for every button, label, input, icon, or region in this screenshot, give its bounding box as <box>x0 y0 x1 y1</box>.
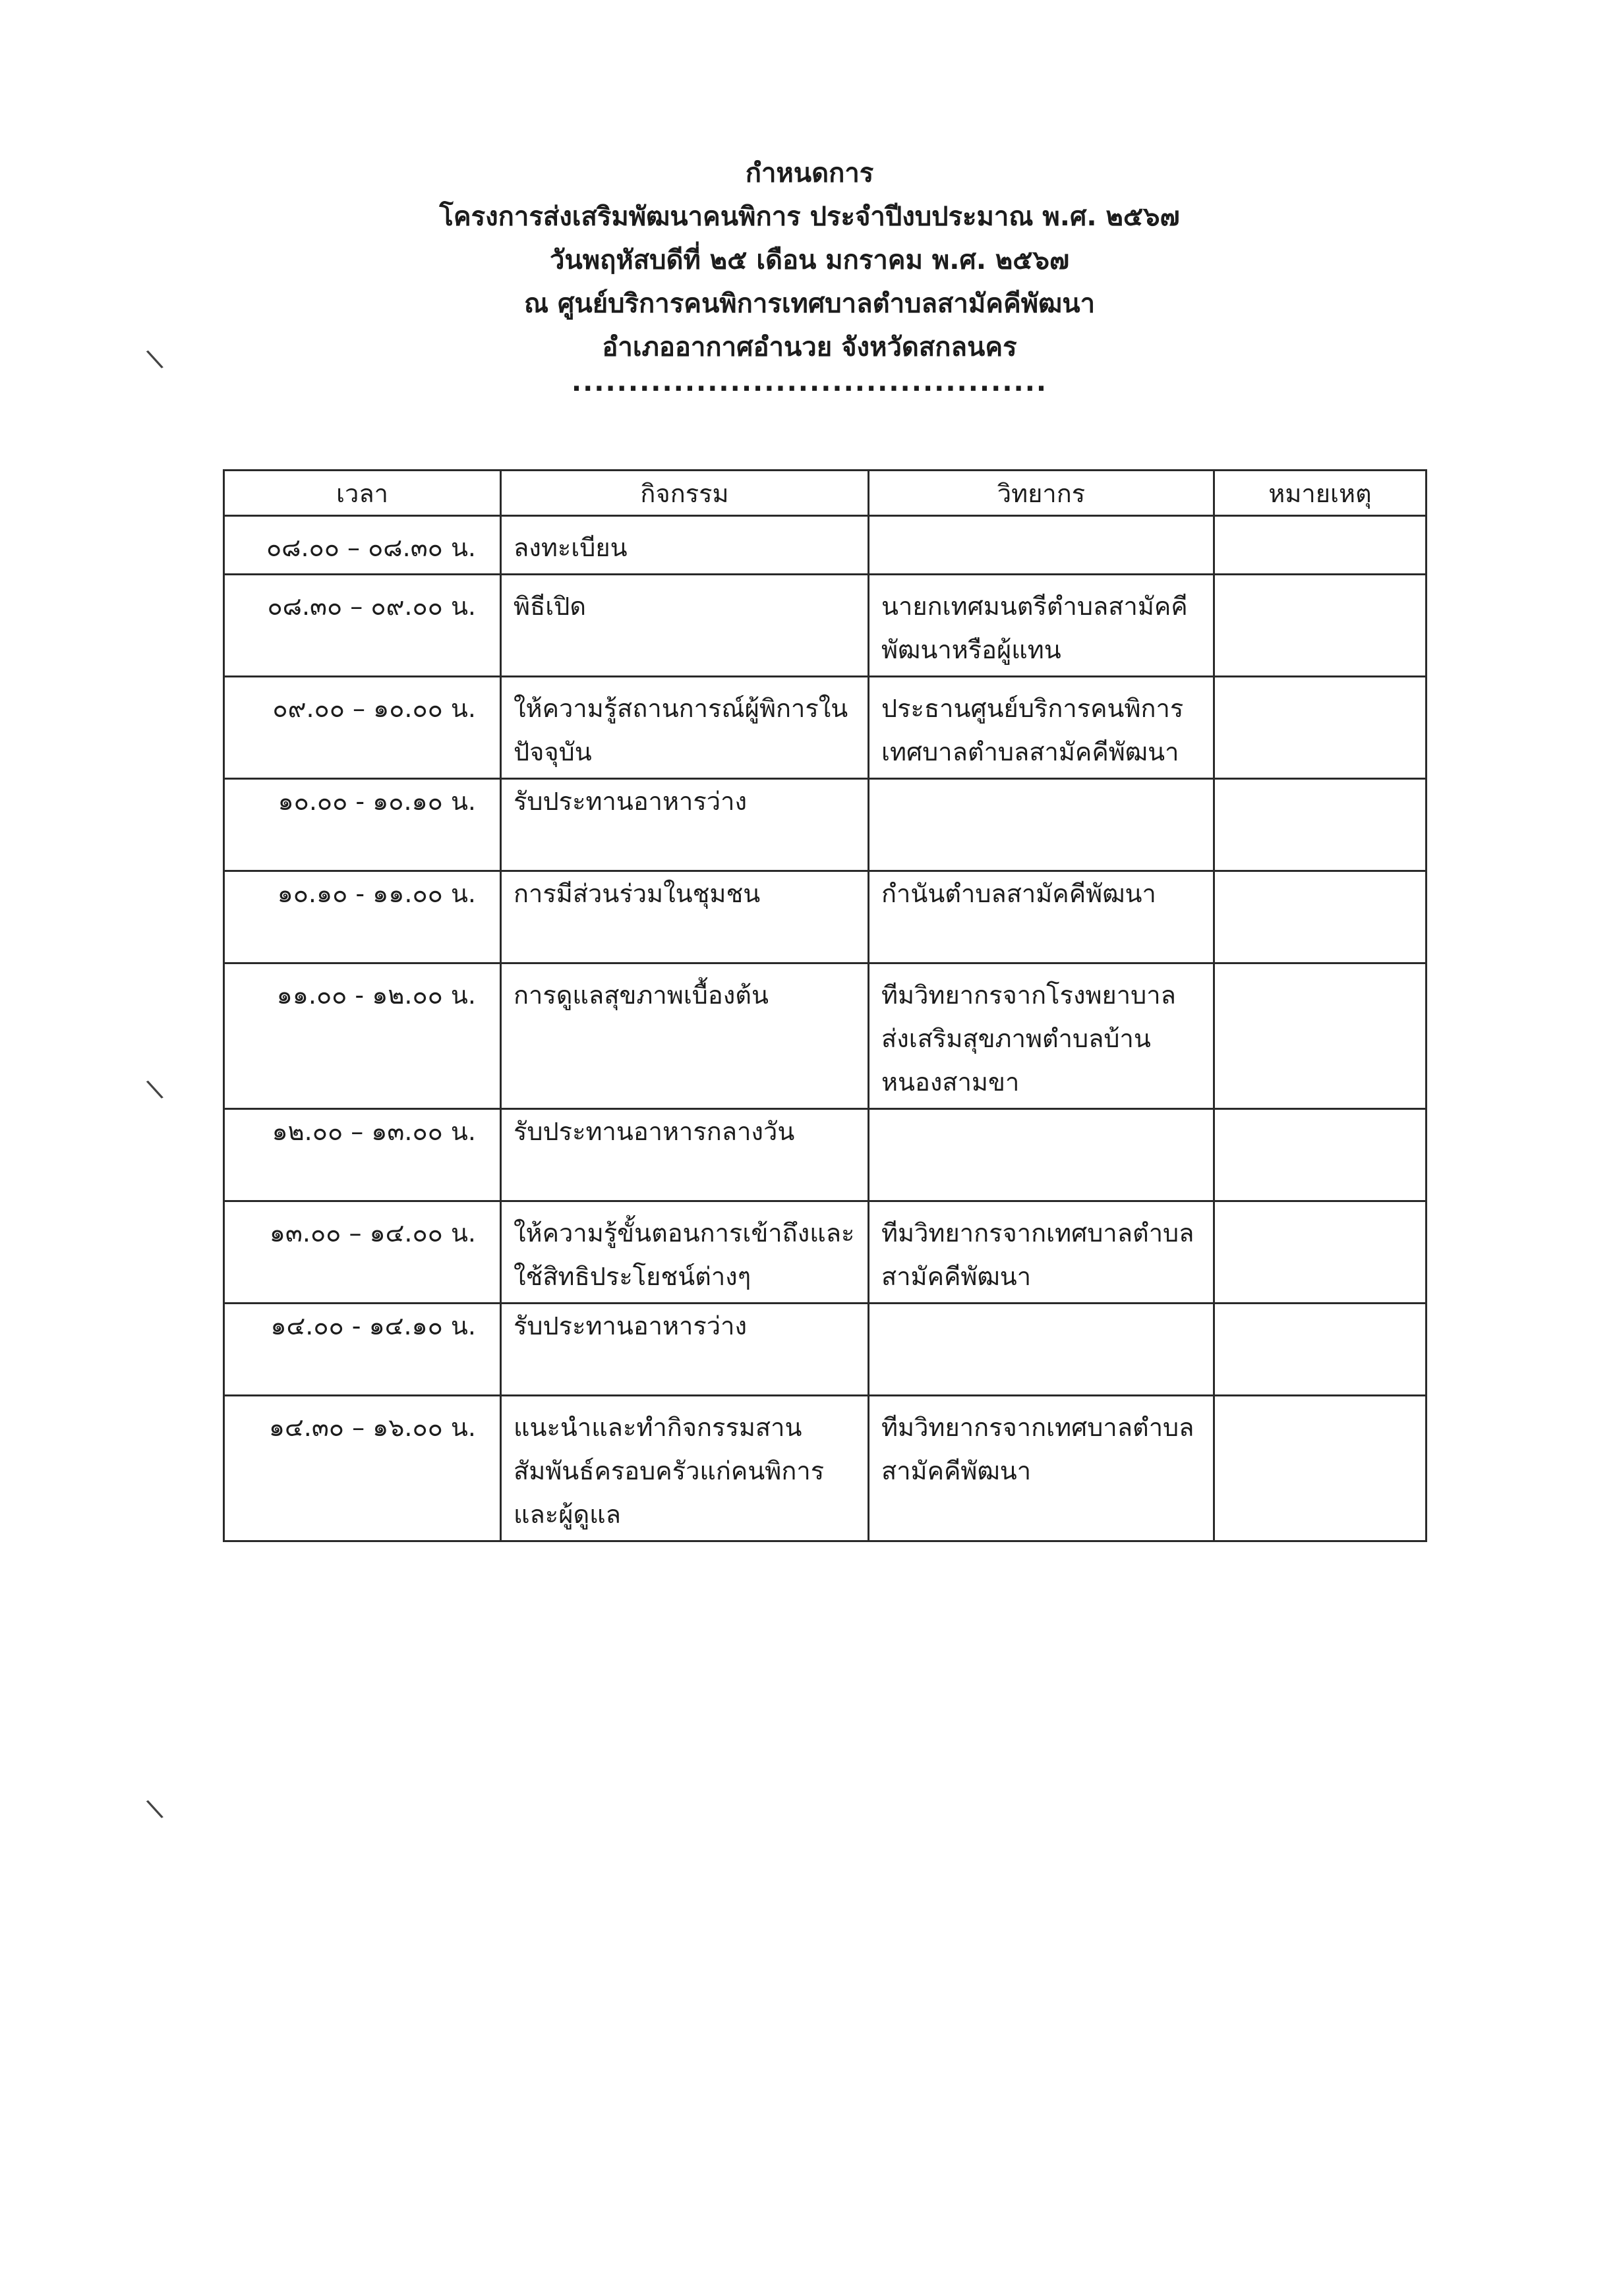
table-row <box>224 963 1427 1109</box>
table-row <box>224 677 1427 779</box>
activity-cell-line: สัมพันธ์ครอบครัวแก่คนพิการ <box>514 1456 825 1485</box>
speaker-cell-line: กำนันตำบลสามัคคีพัฒนา <box>881 879 1156 908</box>
activity-cell-line: การมีส่วนร่วมในชุมชน <box>514 879 761 908</box>
note-cell <box>1214 779 1427 871</box>
table-row <box>224 779 1427 871</box>
speaker-cell <box>869 1201 1214 1304</box>
table-row <box>224 1201 1427 1304</box>
table-row <box>224 1304 1427 1396</box>
note-cell <box>1214 1109 1427 1201</box>
speaker-cell-line: ทีมวิทยากรจากเทศบาลตำบล <box>881 1219 1194 1248</box>
table-row <box>224 871 1427 963</box>
column-header-time: เวลา <box>224 471 501 516</box>
note-cell <box>1214 963 1427 1109</box>
scan-mark: \ <box>144 1074 165 1105</box>
time-cell-text: ๑๒.๐๐ – ๑๓.๐๐ น. <box>272 1117 476 1146</box>
speaker-cell-line: สามัคคีพัฒนา <box>881 1262 1032 1291</box>
note-cell <box>1214 1396 1427 1541</box>
speaker-cell <box>869 1396 1214 1541</box>
speaker-cell <box>869 575 1214 677</box>
time-cell <box>224 516 501 575</box>
activity-cell-line: รับประทานอาหารว่าง <box>514 1311 748 1340</box>
activity-cell <box>501 871 869 963</box>
time-cell-text: ๐๘.๓๐ – ๐๙.๐๐ น. <box>267 592 476 621</box>
time-cell-text: ๑๔.๐๐ - ๑๔.๑๐ น. <box>270 1311 476 1340</box>
speaker-cell <box>869 871 1214 963</box>
note-cell <box>1214 1304 1427 1396</box>
activity-cell-line: รับประทานอาหารว่าง <box>514 787 748 816</box>
activity-cell <box>501 1201 869 1304</box>
time-cell-text: ๑๐.๑๐ - ๑๑.๐๐ น. <box>277 879 476 908</box>
activity-cell <box>501 677 869 779</box>
activity-cell-line: การดูแลสุขภาพเบื้องต้น <box>514 981 769 1010</box>
header-separator: .......................................... <box>571 367 1048 397</box>
speaker-cell-line: ทีมวิทยากรจากโรงพยาบาล <box>881 981 1176 1010</box>
time-cell <box>224 963 501 1109</box>
note-cell <box>1214 1201 1427 1304</box>
table-header-row <box>224 471 1427 516</box>
speaker-cell <box>869 677 1214 779</box>
activity-cell-line: รับประทานอาหารกลางวัน <box>514 1117 795 1146</box>
speaker-cell-line: นายกเทศมนตรีตำบลสามัคคี <box>881 592 1188 621</box>
schedule-table <box>223 469 1427 1542</box>
speaker-cell <box>869 1109 1214 1201</box>
speaker-cell-line: ส่งเสริมสุขภาพตำบลบ้าน <box>881 1024 1151 1053</box>
project-name: โครงการส่งเสริมพัฒนาคนพิการ ประจำปีงบประมาณ พ.ศ. ๒๕๖๗ <box>439 202 1180 232</box>
event-location: อำเภออากาศอำนวย จังหวัดสกลนคร <box>602 332 1017 362</box>
note-cell <box>1214 516 1427 575</box>
scan-mark: \ <box>144 1793 165 1825</box>
speaker-cell-line: เทศบาลตำบลสามัคคีพัฒนา <box>881 737 1179 766</box>
time-cell <box>224 1109 501 1201</box>
time-cell-text: ๐๘.๐๐ – ๐๘.๓๐ น. <box>266 533 476 562</box>
note-cell <box>1214 871 1427 963</box>
scan-mark: \ <box>144 343 165 375</box>
column-header-speaker: วิทยากร <box>869 471 1214 516</box>
time-cell <box>224 677 501 779</box>
column-header-note: หมายเหตุ <box>1214 471 1427 516</box>
time-cell <box>224 1304 501 1396</box>
time-cell-text: ๑๑.๐๐ - ๑๒.๐๐ น. <box>276 981 476 1010</box>
column-header-activity: กิจกรรม <box>501 471 869 516</box>
event-date: วันพฤหัสบดีที่ ๒๕ เดือน มกราคม พ.ศ. ๒๕๖๗ <box>549 245 1070 275</box>
speaker-cell-line: พัฒนาหรือผู้แทน <box>881 635 1061 664</box>
document-header <box>0 152 1619 395</box>
activity-cell-line: ปัจจุบัน <box>514 737 592 766</box>
speaker-cell-line: ทีมวิทยากรจากเทศบาลตำบล <box>881 1413 1194 1442</box>
time-cell-text: ๑๔.๓๐ – ๑๖.๐๐ น. <box>268 1413 476 1442</box>
activity-cell-line: และผู้ดูแล <box>514 1500 621 1529</box>
activity-cell-line: พิธีเปิด <box>514 592 587 621</box>
speaker-cell <box>869 779 1214 871</box>
activity-cell-line: ใช้สิทธิประโยชน์ต่างๆ <box>514 1262 751 1291</box>
activity-cell <box>501 1304 869 1396</box>
time-cell <box>224 871 501 963</box>
time-cell-text: ๐๙.๐๐ – ๑๐.๐๐ น. <box>272 694 476 723</box>
activity-cell <box>501 779 869 871</box>
speaker-cell <box>869 516 1214 575</box>
activity-cell-line: แนะนำและทำกิจกรรมสาน <box>514 1413 802 1442</box>
activity-cell-line: ลงทะเบียน <box>514 533 628 562</box>
time-cell <box>224 1396 501 1541</box>
activity-cell <box>501 575 869 677</box>
activity-cell <box>501 516 869 575</box>
activity-cell <box>501 1396 869 1541</box>
speaker-cell-line: หนองสามขา <box>881 1068 1020 1097</box>
speaker-cell-line: ประธานศูนย์บริการคนพิการ <box>881 694 1184 723</box>
time-cell <box>224 1201 501 1304</box>
time-cell <box>224 779 501 871</box>
speaker-cell-line: สามัคคีพัฒนา <box>881 1456 1032 1485</box>
table-row <box>224 575 1427 677</box>
table-row <box>224 1396 1427 1541</box>
speaker-cell <box>869 1304 1214 1396</box>
title: กำหนดการ <box>745 158 874 188</box>
activity-cell-line: ให้ความรู้สถานการณ์ผู้พิการใน <box>514 694 848 723</box>
speaker-cell <box>869 963 1214 1109</box>
time-cell-text: ๑๓.๐๐ – ๑๔.๐๐ น. <box>269 1219 476 1248</box>
note-cell <box>1214 575 1427 677</box>
note-cell <box>1214 677 1427 779</box>
time-cell-text: ๑๐.๐๐ - ๑๐.๑๐ น. <box>278 787 476 816</box>
activity-cell <box>501 1109 869 1201</box>
activity-cell-line: ให้ความรู้ขั้นตอนการเข้าถึงและ <box>514 1219 855 1248</box>
activity-cell <box>501 963 869 1109</box>
table-row <box>224 1109 1427 1201</box>
schedule-body <box>224 516 1427 1541</box>
table-row <box>224 516 1427 575</box>
time-cell <box>224 575 501 677</box>
event-venue: ณ ศูนย์บริการคนพิการเทศบาลตำบลสามัคคีพัฒนา <box>523 289 1096 319</box>
